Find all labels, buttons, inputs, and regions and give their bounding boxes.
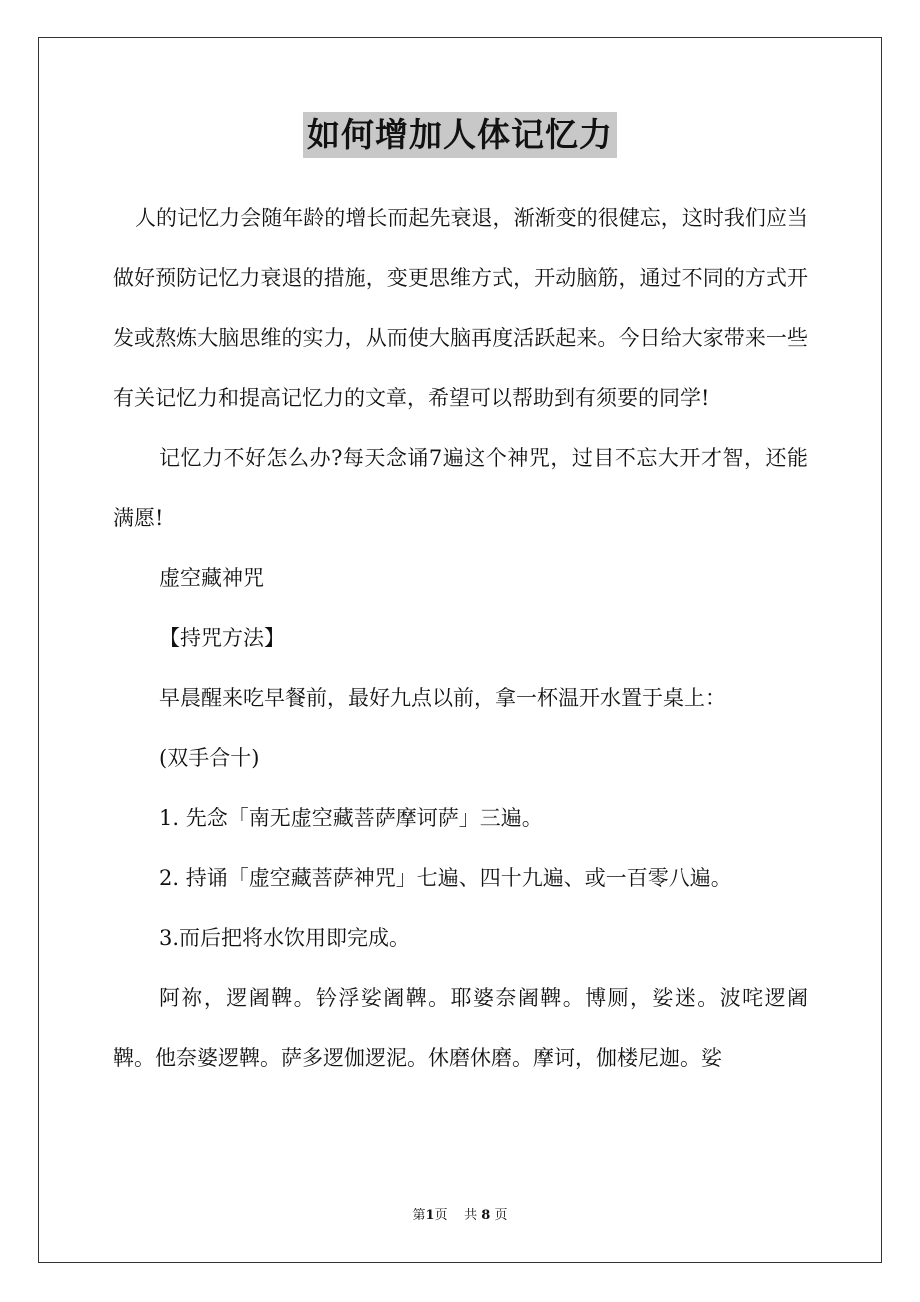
page-footer xyxy=(0,1206,920,1226)
paragraph-mantra-text: 阿祢，逻阇鞞。钤浮娑阇鞞。耶婆奈阇鞞。博厕，娑迷。波咤逻阇鞞。他奈婆逻鞞。萨多逻伽逻泥。休磨休磨。摩诃，伽楼尼迦。娑 xyxy=(113,986,808,1070)
footer-total-prefix: 共 xyxy=(464,1208,478,1223)
title-container xyxy=(0,112,920,158)
paragraph-step-2: 2. 持诵「虚空藏菩萨神咒」七遍、四十九遍、或一百零八遍。 xyxy=(159,866,732,890)
paragraph-method-heading: 【持咒方法】 xyxy=(159,626,285,650)
footer-total-pages: 8 xyxy=(481,1208,491,1223)
footer-page-unit: 页 xyxy=(434,1208,448,1223)
footer-page-number: 1 xyxy=(425,1208,435,1223)
paragraph-morning-step: 早晨醒来吃早餐前，最好九点以前，拿一杯温开水置于桌上： xyxy=(159,686,726,710)
paragraph-intro: 人的记忆力会随年龄的增长而起先衰退，渐渐变的很健忘，这时我们应当做好预防记忆力衰退的措施，变更思维方式，开动脑筋，通过不同的方式开发或熬炼大脑思维的实力，从而使大脑再度活跃起来。今日给大家带来一些有关记忆力和提高记忆力的文章，希望可以帮助到有须要的同学! xyxy=(113,206,808,410)
footer-page-prefix: 第 xyxy=(412,1208,426,1223)
document-title: 如何增加人体记忆力 xyxy=(303,112,617,158)
paragraph-mantra-name: 虚空藏神咒 xyxy=(159,566,264,590)
paragraph-palms-together: (双手合十) xyxy=(159,746,260,770)
document-body xyxy=(113,188,808,1088)
paragraph-memory-tip: 记忆力不好怎么办?每天念诵7遍这个神咒，过目不忘大开才智，还能满愿! xyxy=(113,446,808,530)
paragraph-step-3: 3.而后把将水饮用即完成。 xyxy=(159,926,411,950)
footer-total-unit: 页 xyxy=(494,1208,508,1223)
paragraph-step-1: 1. 先念「南无虚空藏菩萨摩诃萨」三遍。 xyxy=(159,806,543,830)
